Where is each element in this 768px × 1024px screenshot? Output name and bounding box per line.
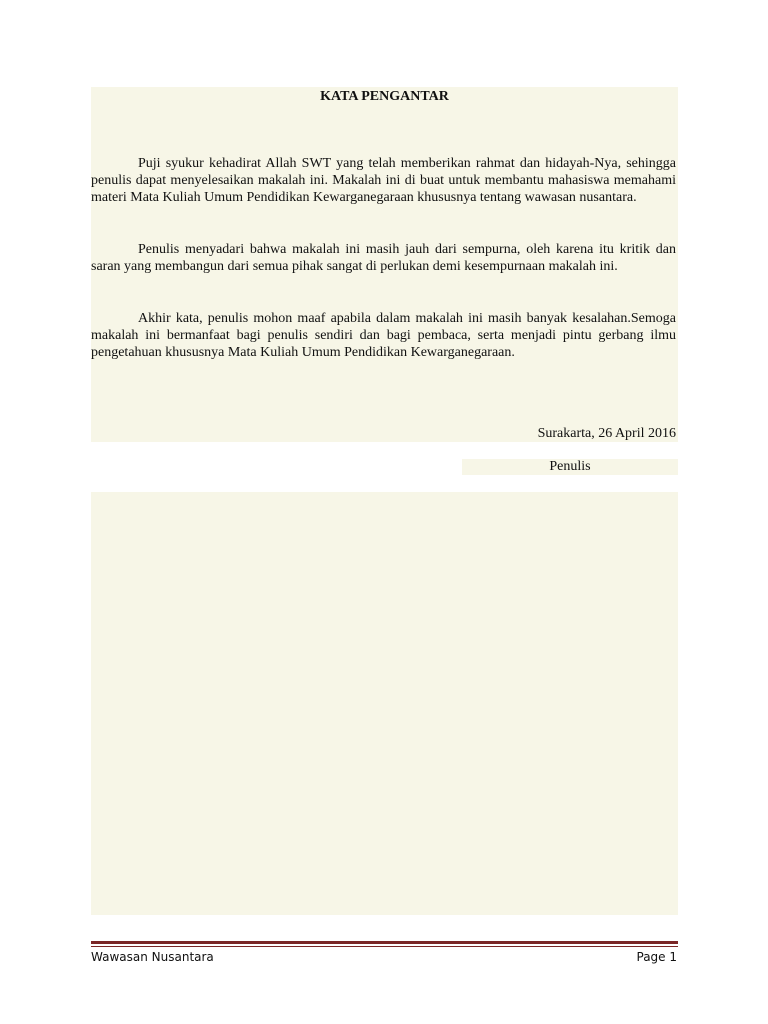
highlight-block-bottom: [91, 492, 678, 915]
author-signature: Penulis: [549, 459, 591, 474]
paragraph-1: Puji syukur kehadirat Allah SWT yang telah memberikan rahmat dan hidayah-Nya, sehingga penulis dapat menyelesaikan makalah ini. Makalah ini di buat untuk membantu mahasiswa memahami materi Mata Kuliah Umum Pendidikan Kewarganegaraan khususnya tentang wawasan nusantara.: [91, 156, 676, 206]
paragraph-2: Penulis menyadari bahwa makalah ini masih jauh dari sempurna, oleh karena itu kritik dan saran yang membangun dari semua pihak sangat di perlukan demi kesempurnaan makalah ini.: [91, 242, 676, 275]
date-line: Surakarta, 26 April 2016: [537, 426, 676, 441]
footer-document-name: Wawasan Nusantara: [91, 950, 214, 964]
paragraph-3: Akhir kata, penulis mohon maaf apabila dalam makalah ini masih banyak kesalahan.Semoga makalah ini bermanfaat bagi penulis sendiri dan bagi pembaca, serta menjadi pintu gerbang ilmu pengetahuan khususnya Mata Kuliah Umum Pendidikan Kewarganegaraan.: [91, 311, 676, 361]
footer-rule-thick: [91, 941, 678, 944]
page-title: KATA PENGANTAR: [320, 89, 449, 104]
footer-page-number: Page 1: [636, 950, 677, 964]
footer-rule-thin: [91, 946, 678, 947]
